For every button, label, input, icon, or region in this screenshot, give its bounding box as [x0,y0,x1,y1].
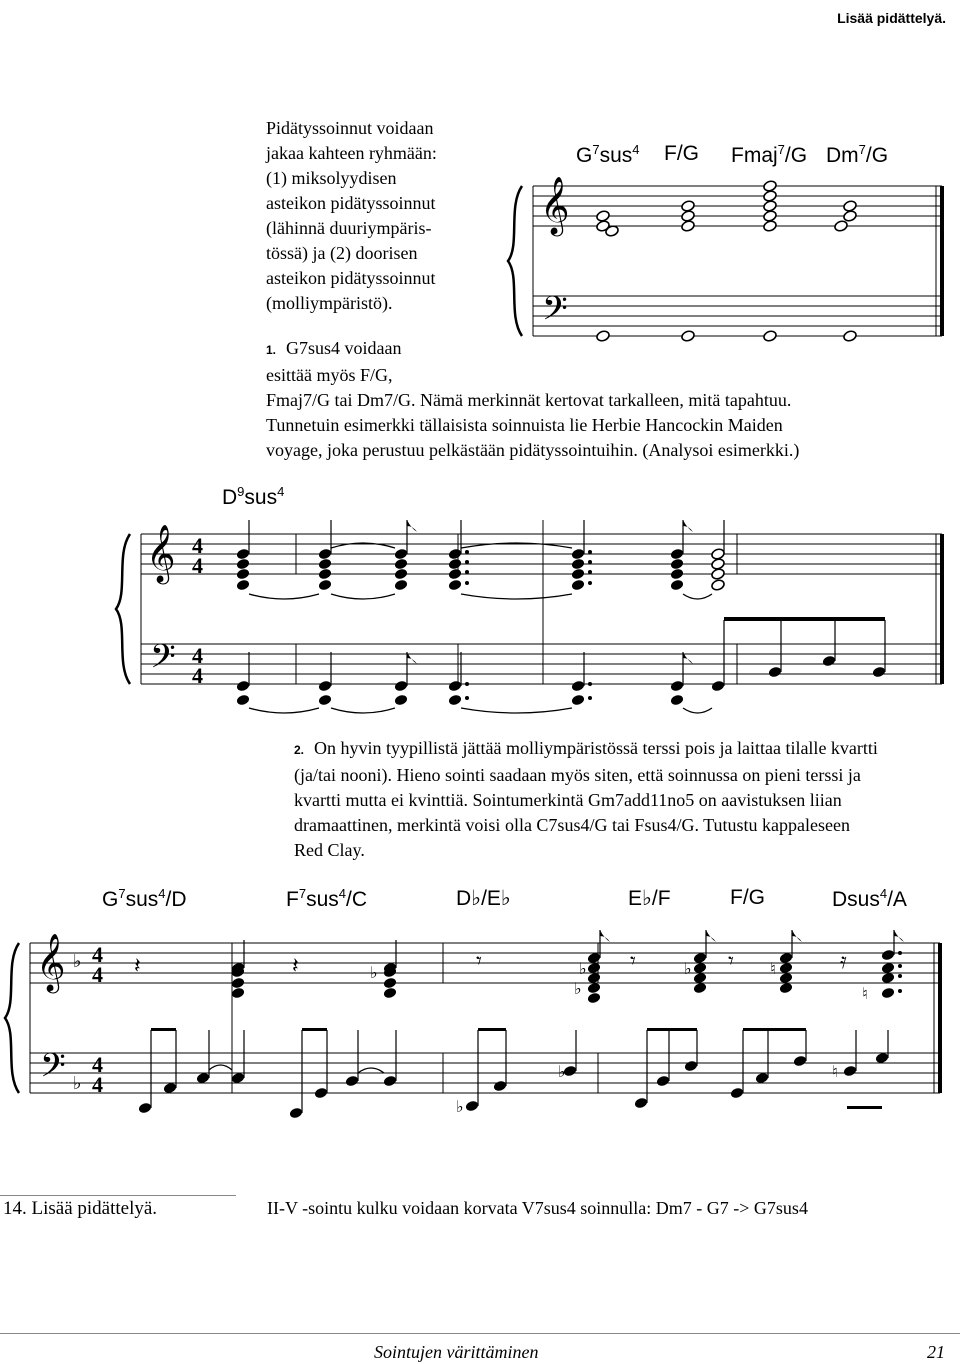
quarter-note [394,558,409,571]
chord-note [587,982,602,995]
chord-note [881,972,896,985]
chapter-title: 14. Lisää pidättelyä. [3,1198,158,1219]
chapter-note: II-V -sointu kulku voidaan korvata V7sus4 soinnulla: Dm7 - G7 -> G7sus4 [267,1198,808,1218]
beam [647,1028,697,1031]
accidental: ♮ [862,984,868,1003]
half-note [711,579,726,592]
augmentation-dot [465,696,469,700]
bass-note [755,1072,770,1085]
augmentation-dot [898,951,902,955]
quarter-note [571,568,586,581]
quarter-note [448,548,463,561]
beam [743,1028,806,1031]
treble-clef: 𝄞 [36,933,66,991]
quarter-note [448,558,463,571]
chord-note [693,972,708,985]
quarter-note [670,579,685,592]
chord-symbol: $G^7sus^4/D$ [102,886,187,911]
section-number: 2. [294,743,305,757]
quarter-note [394,694,409,707]
quarter-note [571,694,586,707]
chord-note [693,952,708,965]
quarter-note [236,568,251,581]
half-note [711,558,726,571]
quarter-note [236,558,251,571]
bass-note [730,1087,745,1100]
quarter-rest: 𝄽 [134,954,141,979]
final-barline [940,186,944,336]
page-number: 21 [927,1342,945,1362]
augmentation-dot [898,974,902,978]
chord-note [231,987,246,1000]
whole-note [763,210,778,223]
section-1-line: voyage, joka perustuu pelkästään pidätyssointuihin. (Analysoi esimerkki.) [266,440,800,460]
bass-note [493,1080,508,1093]
chord-symbol: F/G [664,142,699,165]
quarter-note [448,694,463,707]
chord-note [587,972,602,985]
staff-system-example-3 [5,930,942,1119]
quarter-note [318,568,333,581]
quarter-note [670,568,685,581]
chord-symbol: $D^9sus^4$ [222,484,285,509]
eighth-rest: 𝄾 [728,949,734,974]
intro-line: asteikon pidätyssoinnut [266,193,436,213]
accidental: ♭ [370,963,378,982]
sixteenth-rest: 𝄿 [840,949,847,974]
tie [209,1065,232,1070]
bass-note [465,1100,480,1113]
half-note [711,548,726,561]
chord-note [693,982,708,995]
beam [151,1028,176,1031]
bass-note [138,1102,153,1115]
augmentation-dot [588,560,592,564]
bass-note [634,1097,649,1110]
section-1-line: esittää myös F/G, [266,365,393,385]
whole-note [596,330,611,343]
intro-line: Pidätyssoinnut voidaan [266,118,434,138]
note-flag [706,930,716,942]
time-signature: 4 [92,1052,103,1077]
quarter-note [670,680,685,693]
augmentation-dot [465,682,469,686]
time-signature: 4 [192,643,203,668]
chord-note [881,987,896,1000]
tie [331,708,395,713]
chord-symbol: D♭/E♭ [456,887,511,910]
bass-clef: 𝄢 [40,1047,66,1093]
eighth-note [711,680,726,693]
whole-note [843,200,858,213]
chord-symbol: E♭/F [628,887,671,910]
quarter-note [448,568,463,581]
beam [724,617,885,621]
note-flag [600,930,610,942]
staff-system-example-1 [508,176,944,342]
footer-divider [0,1195,236,1196]
bass-note [163,1082,178,1095]
chord-note [587,962,602,975]
quarter-note [236,694,251,707]
quarter-note [318,680,333,693]
tie [249,708,319,713]
quarter-note [670,548,685,561]
quarter-note [236,680,251,693]
time-signature: 4 [192,663,203,688]
accidental: ♭ [684,959,692,978]
quarter-note [571,579,586,592]
quarter-note [394,548,409,561]
time-signature: 4 [192,553,203,578]
brace [508,186,522,336]
augmentation-dot [465,570,469,574]
quarter-note [670,694,685,707]
augmentation-dot [588,550,592,554]
chord-symbol: $F^7sus^4/C$ [286,886,367,911]
accidental: ♭ [579,959,587,978]
tie [461,708,572,713]
augmentation-dot [465,581,469,585]
section-2-line: (ja/tai nooni). Hieno sointi saadaan myös siten, että soinnussa on pieni terssi ja [294,765,861,785]
accidental: ♭ [558,1062,566,1081]
intro-line: (1) miksolyydisen [266,168,397,188]
chord-note [693,962,708,975]
quarter-note [318,579,333,592]
quarter-note [571,558,586,571]
tie [461,594,572,599]
bass-note [793,1055,808,1068]
chord-note [779,982,794,995]
tie [683,708,712,713]
half-note [711,568,726,581]
quarter-note [394,568,409,581]
whole-note [596,210,611,223]
quarter-rest: 𝄽 [292,954,299,979]
accidental: ♮ [832,1062,838,1081]
whole-note [843,210,858,223]
quarter-note [571,680,586,693]
tie [358,1068,384,1073]
bass-note [345,1075,360,1088]
section-2-line: dramaattinen, merkintä voisi olla C7sus4/G tai Fsus4/G. Tutustu kappaleseen [294,815,850,835]
whole-note [763,200,778,213]
bass-clef: 𝄢 [542,290,568,336]
quarter-note [318,548,333,561]
augmentation-dot [898,989,902,993]
augmentation-dot [588,570,592,574]
chord-note [779,962,794,975]
beam [478,1028,506,1031]
bass-note [231,1072,246,1085]
time-signature: 4 [92,962,103,987]
intro-line: (molliympäristö). [266,293,393,313]
tie [683,594,712,599]
whole-note [763,180,778,193]
bass-note [656,1075,671,1088]
quarter-note [394,680,409,693]
whole-note [681,220,696,233]
quarter-note [236,579,251,592]
accidental: ♮ [770,959,776,978]
augmentation-dot [465,560,469,564]
running-header: Lisää pidättelyä. [837,10,946,26]
bass-note [314,1087,329,1100]
eighth-rest: 𝄾 [630,949,636,974]
note-flag [407,520,417,532]
chord-note [779,952,794,965]
brace [5,943,19,1093]
chord-symbol: Dm$^7$/G [826,142,889,167]
chord-note [383,987,398,1000]
eighth-note [822,655,837,668]
final-barline [938,943,942,1093]
chord-note [587,952,602,965]
time-signature: 4 [92,1072,103,1097]
quarter-note [394,579,409,592]
whole-note [681,330,696,343]
bass-note [289,1107,304,1120]
augmentation-dot [588,696,592,700]
whole-note [843,330,858,343]
section-1-line: Tunnetuin esimerkki tällaisista soinnuista lie Herbie Hancockin Maiden [266,415,783,435]
book-title: Sointujen värittäminen [374,1342,539,1362]
whole-note [763,220,778,233]
section-2-line: On hyvin tyypillistä jättää molliympäristössä terssi pois ja laittaa tilalle kvartti [314,738,878,758]
chord-note [587,992,602,1005]
bass-note [684,1060,699,1073]
whole-note [681,210,696,223]
key-signature-flat: ♭ [73,951,82,972]
time-signature: 4 [92,942,103,967]
chord-symbol: Dsus$^4$/A [832,886,907,911]
intro-line: (lähinnä duuriympäris- [266,218,432,238]
staff-system-example-2 [116,520,944,713]
treble-clef: 𝄞 [146,524,176,582]
quarter-note [670,558,685,571]
chord-symbol: F/G [730,886,765,909]
bass-note [196,1072,211,1085]
whole-note [834,220,849,233]
accidental: ♭ [574,979,582,998]
chord-symbol: $G^7sus^4$ [576,142,640,167]
bass-note [383,1075,398,1088]
quarter-note [448,579,463,592]
augmentation-dot [465,550,469,554]
beam [302,1028,327,1031]
eighth-note [768,666,783,679]
tie [331,594,395,599]
section-1-line: G7sus4 voidaan [286,338,402,358]
section-number: 1. [266,343,277,357]
page-bottom-rule [0,1333,960,1334]
intro-line: asteikon pidätyssoinnut [266,268,436,288]
bass-clef: 𝄢 [150,638,176,684]
chord-note [881,962,896,975]
note-flag [683,520,693,532]
bass-note [843,1065,858,1078]
quarter-note [318,694,333,707]
chord-note [383,977,398,990]
whole-note [763,330,778,343]
quarter-note [448,680,463,693]
chord-note [231,977,246,990]
intro-line: jakaa kahteen ryhmään: [266,143,437,163]
note-flag [792,930,802,942]
bass-note [875,1052,890,1065]
chord-note [881,949,896,962]
whole-note [681,200,696,213]
chord-symbol: Fmaj$^7$/G [731,142,808,167]
brace [116,534,130,684]
quarter-note [236,548,251,561]
intro-line: tössä) ja (2) doorisen [266,243,418,263]
quarter-note [571,548,586,561]
section-2-line: kvartti mutta ei kvinttiä. Sointumerkintä Gm7add11no5 on aavistuksen liian [294,790,842,810]
whole-note [763,190,778,203]
augmentation-dot [898,964,902,968]
final-barline [940,534,944,684]
accidental: ♭ [456,1097,464,1116]
section-2-line: Red Clay. [294,840,365,860]
chord-note [779,972,794,985]
section-1-line: Fmaj7/G tai Dm7/G. Nämä merkinnät kertovat tarkalleen, mitä tapahtuu. [266,390,792,410]
treble-clef: 𝄞 [540,176,570,234]
augmentation-dot [588,682,592,686]
augmentation-dot [588,581,592,585]
eighth-note [872,666,887,679]
note-flag [894,930,904,942]
key-signature-flat: ♭ [73,1073,82,1094]
tie [249,594,319,599]
beam [847,1106,882,1109]
quarter-note [318,558,333,571]
time-signature: 4 [192,533,203,558]
eighth-rest: 𝄾 [476,949,482,974]
